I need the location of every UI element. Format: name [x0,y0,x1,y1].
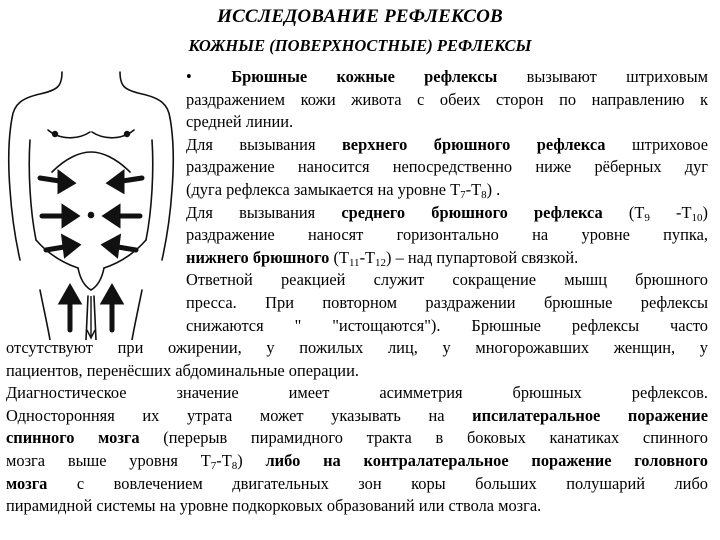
text-line: мозга с вовлечением двигательных зон коры больших полушарий либо [6,473,708,493]
text-line: Для вызывания верхнего брюшного рефлекса штриховое [186,134,708,154]
text-line: раздражение наносят горизонтально на уровне пупка, [186,225,708,245]
page-title: ИССЛЕДОВАНИЕ РЕФЛЕКСОВ [217,6,503,27]
text-line: спинного мозга (перерыв пирамидного тракта в боковых канатиках спинного [6,428,708,448]
text-line: снижаются " "истощаются"). Брюшные рефлексы часто [186,315,708,335]
text-line: Ответной реакцией служит сокращение мышц брюшного [186,270,708,290]
text-line: нижнего брюшного $(Т_{11}-Т_{12})$ – над пупартовой связкой. [186,247,579,269]
torso-reflex-diagram-icon [0,60,182,340]
text-line: раздражением кожи живота с обеих сторон по направлению к [186,89,708,109]
text-line: пресса. При повторном раздражении брюшные рефлексы [186,292,708,312]
text-line: отсутствуют при ожирении, у пожилых лиц, у многорожавших женщин, у [6,338,708,357]
page-subtitle: КОЖНЫЕ (ПОВЕРХНОСТНЫЕ) РЕФЛЕКСЫ [188,36,532,55]
text-line: • Брюшные кожные рефлексы вызывают штриховым [186,67,708,86]
text-line: Для вызывания среднего брюшного рефлекса ($Т_9$ $-Т_{10}$) [186,202,708,224]
text-line: пациентов, перенёсших абдоминальные операции. [6,360,359,380]
text-line: средней линии. [186,112,294,132]
text-line: Диагностическое значение имеет асимметрия брюшных рефлексов. [6,383,708,403]
body-text-narrow [186,66,708,337]
text-line: мозга выше уровня $Т_7-Т_8$) либо на контралатеральное поражение головного [6,450,708,472]
text-line: раздражение наносится непосредственно ниже рёберных дуг [186,157,708,177]
text-line: пирамидной системы на уровне подкорковых образований или ствола мозга. [6,496,542,516]
body-text-wide [6,337,708,518]
text-line: (дуга рефлекса замыкается на уровне $Т_7-Т_8$) . [186,179,501,201]
text-line: Односторонняя их утрата может указывать на ипсилатеральное поражение [6,405,708,425]
